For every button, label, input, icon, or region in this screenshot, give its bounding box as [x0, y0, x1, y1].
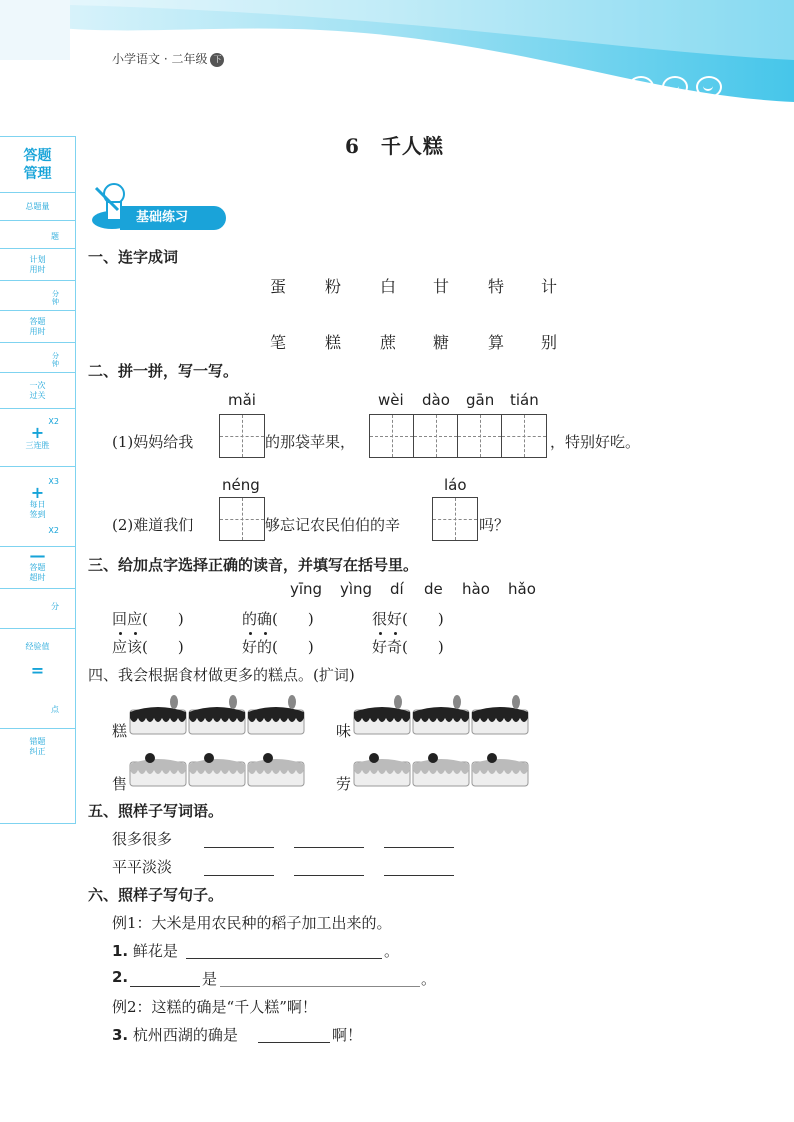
q1-prefix: (1)妈妈给我: [112, 433, 194, 451]
exclaim: 啊！: [332, 1026, 363, 1044]
dotted-char: 的: [242, 610, 258, 628]
char[interactable]: 蔗: [380, 333, 397, 352]
score-unit: 分: [51, 602, 59, 611]
answer-bracket: 奇( ): [387, 638, 444, 656]
cake-label: 售: [112, 775, 128, 793]
answer-blank[interactable]: [204, 847, 274, 848]
char[interactable]: 粉: [325, 277, 342, 296]
unit-l1: 分: [52, 290, 59, 298]
volume-badge: 下册: [210, 53, 224, 67]
total-questions-label: 总题量: [0, 193, 75, 221]
question-number: 2.: [112, 968, 129, 986]
answer-blank[interactable]: [204, 875, 274, 876]
lesson-title: 6 千人糕: [345, 134, 444, 158]
answer-blank[interactable]: [186, 958, 382, 959]
q1-mid: 的那袋苹果，: [265, 433, 356, 451]
three-streak-label: 三连胜: [25, 441, 50, 450]
experience-label: 经验值: [25, 642, 50, 651]
section3-title: 三、给加点字选择正确的读音，并填写在括号里。: [88, 556, 419, 574]
sidebar-title-line2: 管理: [23, 166, 52, 182]
unit-label: 题: [51, 232, 59, 241]
dotted-char: 应: [127, 610, 143, 628]
period: 。: [421, 970, 437, 988]
question-1: [112, 940, 178, 961]
char[interactable]: 算: [488, 333, 505, 352]
cake-icon: [248, 695, 304, 734]
answer-bracket: ( ): [142, 610, 184, 628]
overtime-l1: 答题: [29, 563, 46, 572]
points-label: 点: [51, 705, 59, 714]
char[interactable]: 计: [541, 277, 558, 296]
pinyin-option: hǎo: [508, 580, 536, 598]
answer-blank[interactable]: [384, 847, 454, 848]
pinyin: gān: [466, 391, 495, 409]
answer-blank[interactable]: [384, 875, 454, 876]
q2-suffix: 吗？: [479, 516, 510, 534]
answer-blank[interactable]: [294, 875, 364, 876]
basic-practice-label: 基础练习: [120, 206, 226, 230]
example-word: 很多很多: [112, 830, 173, 848]
question-text: 杭州西湖的确是: [132, 1026, 238, 1044]
example-sentence-2: 例2：这糕的确是“千人糕”啊！: [112, 998, 317, 1016]
cake-icon: [354, 753, 410, 786]
pinyin: wèi: [378, 391, 404, 409]
char[interactable]: 蛋: [270, 277, 287, 296]
question-text: 鲜花是: [132, 942, 178, 960]
question-number: 1.: [112, 942, 129, 960]
example-sentence-1: 例1：大米是用农民种的稻子加工出来的。: [112, 914, 392, 932]
daily-l2: 签到: [29, 510, 46, 519]
answer-blank[interactable]: [130, 986, 200, 987]
dotted-char: 好: [387, 610, 403, 628]
x3-multiplier: X3: [48, 477, 59, 486]
answer-bracket: 该( ): [127, 638, 184, 656]
answer-bracket: ( ): [272, 638, 314, 656]
char[interactable]: 别: [541, 333, 558, 352]
cake-icon: [248, 753, 304, 786]
cake-icon: [130, 695, 186, 734]
text: 回: [112, 610, 128, 628]
question-2-text: 是: [202, 970, 218, 988]
answer-bracket: 确( ): [257, 610, 314, 628]
pass-l1: 一次: [29, 381, 46, 390]
unit-l1: 分: [52, 352, 59, 360]
pass-l2: 过关: [29, 391, 46, 400]
cake-label: 糕: [112, 722, 128, 740]
answer-blank[interactable]: [294, 847, 364, 848]
plus-icon: +: [30, 483, 45, 502]
char[interactable]: 特: [488, 277, 505, 296]
period: 。: [384, 942, 400, 960]
char[interactable]: 白: [380, 277, 397, 296]
cake-icon: [413, 695, 469, 734]
dotted-char: 应: [112, 638, 128, 656]
q2-mid: 够忘记农民伯伯的辛: [265, 516, 401, 534]
section4-title: 四、我会根据食材做更多的糕点。(扩词): [88, 666, 355, 684]
example-word: 平平淡淡: [112, 858, 173, 876]
text: 好: [242, 638, 258, 656]
pinyin-option: dí: [390, 580, 404, 598]
correct-l2: 纠正: [29, 747, 46, 756]
question-3: [112, 1024, 238, 1045]
plan-l1: 计划: [29, 255, 46, 264]
question-number: 3.: [112, 1026, 129, 1044]
unit-l2: 钟: [52, 298, 59, 306]
pinyin-option: de: [424, 580, 443, 598]
cake-icon: [354, 695, 410, 734]
answer-l1: 答题: [29, 317, 46, 326]
pinyin: tián: [510, 391, 539, 409]
cake-icon: [413, 753, 469, 786]
dotted-char: 的: [257, 638, 273, 656]
sidebar-title-line1: 答题: [23, 148, 52, 164]
minus-icon: —: [29, 546, 46, 565]
answer-blank[interactable]: [220, 986, 420, 987]
pinyin-option: hào: [462, 580, 490, 598]
pinyin: néng: [222, 476, 260, 494]
pinyin: láo: [444, 476, 467, 494]
section1-title: 一、连字成词: [88, 248, 179, 266]
book-title-text: 小学语文 · 二年级: [112, 52, 208, 66]
cake-label: 劳: [336, 775, 352, 793]
pinyin: dào: [422, 391, 450, 409]
pinyin-option: yìng: [340, 580, 373, 598]
daily-l1: 每日: [29, 500, 46, 509]
cake-icon: [189, 695, 245, 734]
unit-l2: 钟: [52, 360, 59, 368]
answer-bracket: ( ): [402, 610, 444, 628]
section6-title: 六、照样子写句子。: [88, 886, 224, 904]
cake-icon: [472, 753, 528, 786]
x2-multiplier: X2: [48, 526, 59, 535]
plus-icon: +: [30, 423, 45, 442]
pinyin-option: yīng: [290, 580, 323, 598]
answer-l2: 用时: [29, 327, 46, 336]
q1-suffix: ，特别好吃。: [550, 433, 641, 451]
correct-l1: 错题: [29, 737, 46, 746]
cake-icon: [189, 753, 245, 786]
char[interactable]: 甘: [433, 277, 450, 296]
overtime-l2: 超时: [29, 573, 46, 582]
plan-l2: 用时: [29, 265, 46, 274]
cake-icon: [472, 695, 528, 734]
x2-multiplier: X2: [48, 417, 59, 426]
section5-title: 五、照样子写词语。: [88, 802, 224, 820]
char[interactable]: 糖: [433, 333, 450, 352]
cake-label: 味: [336, 722, 352, 740]
text: 很: [372, 610, 388, 628]
pinyin: mǎi: [228, 391, 256, 409]
char[interactable]: 糕: [325, 333, 342, 352]
dotted-char: 好: [372, 638, 388, 656]
q2-prefix: (2)难道我们: [112, 516, 194, 534]
answer-blank[interactable]: [258, 1042, 330, 1043]
equals-icon: =: [30, 661, 45, 680]
cake-icon: [130, 753, 186, 786]
section2-title: 二、拼一拼，写一写。: [88, 362, 239, 380]
char[interactable]: 笔: [270, 333, 287, 352]
question-2-number: [112, 968, 128, 986]
